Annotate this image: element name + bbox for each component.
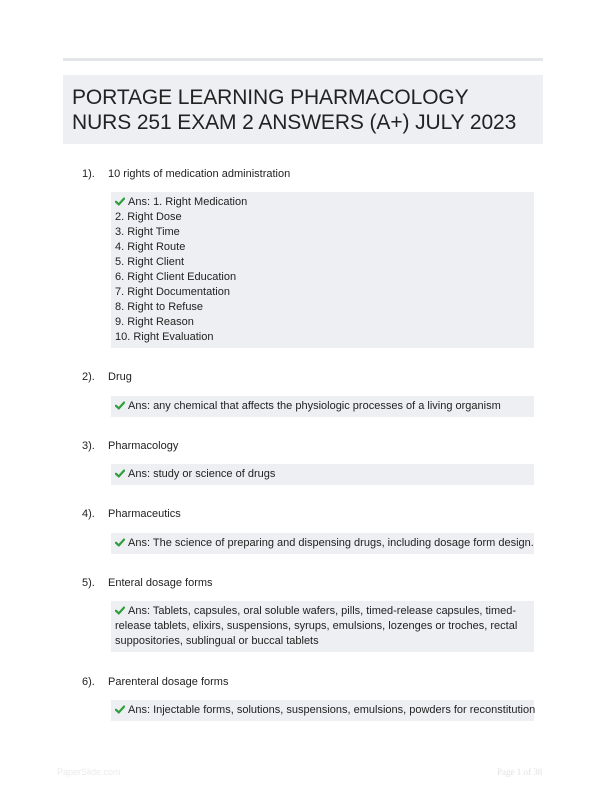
question-text: 10 rights of medication administration <box>108 168 291 180</box>
answer-box <box>111 396 534 417</box>
page-number: Page 1 of 38 <box>497 767 543 777</box>
answer-line <box>115 467 530 482</box>
answer-line: 8. Right to Refuse <box>115 301 204 313</box>
answer-box <box>111 700 534 721</box>
answer-line <box>115 604 530 649</box>
check-icon <box>115 469 125 478</box>
answer-text: Ans: study or science of drugs <box>128 468 276 480</box>
answer-line <box>115 536 534 551</box>
question-text: Parenteral dosage forms <box>108 676 229 688</box>
answer-text: Ans: Injectable forms, solutions, suspensions, emulsions, powders for reconstitution <box>128 704 536 716</box>
top-divider <box>63 58 543 61</box>
question-number: 1). <box>82 168 95 180</box>
answer-text: Ans: The science of preparing and dispensing drugs, including dosage form design. <box>128 537 534 549</box>
answer-line: 3. Right Time <box>115 226 180 238</box>
check-icon <box>115 705 125 714</box>
answer-line: 10. Right Evaluation <box>115 331 214 343</box>
answer-line: 2. Right Dose <box>115 211 182 223</box>
answer-line: 6. Right Client Education <box>115 271 237 283</box>
check-icon <box>115 606 125 615</box>
title-banner <box>63 75 543 144</box>
footer-watermark: PaperSlide.com <box>57 767 121 777</box>
answer-line <box>115 703 536 718</box>
answer-box <box>111 192 534 348</box>
question-text: Pharmaceutics <box>108 508 181 520</box>
question-number: 5). <box>82 577 95 589</box>
question-text: Pharmacology <box>108 440 179 452</box>
answer-line: 4. Right Route <box>115 241 186 253</box>
answer-line <box>115 399 530 414</box>
answer-line: 9. Right Reason <box>115 316 194 328</box>
answer-text: Ans: any chemical that affects the physiologic processes of a living organism <box>128 400 501 412</box>
answer-box <box>111 533 534 554</box>
check-icon <box>115 401 125 410</box>
question-number: 2). <box>82 371 95 383</box>
answer-line: 7. Right Documentation <box>115 286 230 298</box>
answer-line: 5. Right Client <box>115 256 185 268</box>
question-text: Enteral dosage forms <box>108 577 213 589</box>
answer-text: Ans: 1. Right Medication <box>128 196 248 208</box>
answer-box <box>111 601 534 652</box>
question-number: 6). <box>82 676 95 688</box>
check-icon <box>115 538 125 547</box>
answer-text: Ans: Tablets, capsules, oral soluble wafers, pills, timed-release capsules, timed-release tablets, elixirs, suspensions, syrups, emulsions, lozenges or troches, rectal suppositories, sublingual or buccal tablets <box>115 605 518 647</box>
page-title: PORTAGE LEARNING PHARMACOLOGY NURS 251 EXAM 2 ANSWERS (A+) JULY 2023 <box>72 86 517 134</box>
question-text: Drug <box>108 371 132 383</box>
answer-box <box>111 464 534 485</box>
question-number: 3). <box>82 440 95 452</box>
question-number: 4). <box>82 508 95 520</box>
answer-line <box>115 195 530 210</box>
check-icon <box>115 197 125 206</box>
